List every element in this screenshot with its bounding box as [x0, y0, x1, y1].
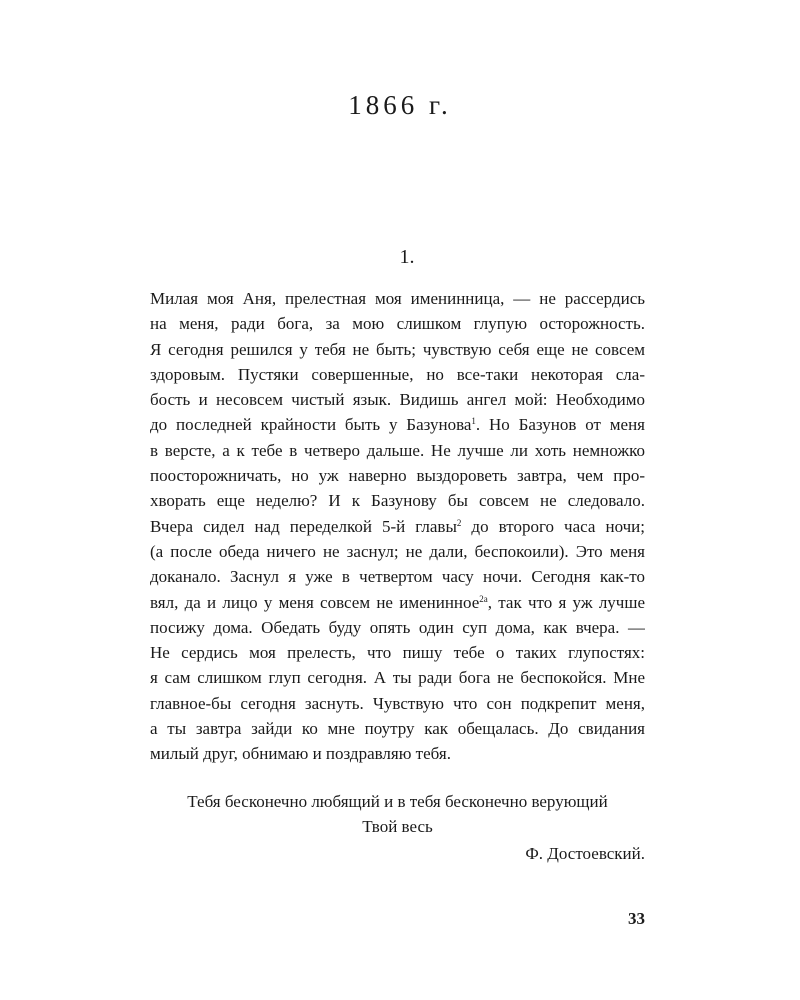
- text-line: милый друг, обнимаю и поздравляю тебя.: [150, 744, 451, 764]
- text-line: Милая моя Аня, прелестная моя именинница, — не рассердись: [150, 289, 645, 308]
- text-line: здоровым. Пустяки совершенные, но все-таки некоторая сла-: [150, 364, 645, 384]
- text-line: главное-бы сегодня заснуть. Чувствую что сон подкрепит меня,: [150, 693, 645, 713]
- text-line: поосторожничать, но уж наверно выздороветь завтра, чем про-: [150, 466, 645, 486]
- text-line: доканало. Заснул я уже в четвертом часу ночи. Сегодня как-то: [150, 567, 645, 587]
- text-line: (а после обеда ничего не заснул; не дали, беспокоили). Это меня: [150, 541, 645, 561]
- text-line: Я сегодня решился у тебя не быть; чувствую себя еще не совсем: [150, 339, 645, 359]
- text-line: я сам слишком глуп сегодня. А ты ради бога не беспокойся. Мне: [150, 668, 645, 688]
- letter-body: [150, 286, 645, 767]
- text-line: хворать еще неделю? И к Базунову бы совсем не следовало.: [150, 491, 645, 511]
- text-line: [150, 514, 645, 539]
- text-line: бость и несовсем чистый язык. Видишь ангел мой: Необходимо: [150, 390, 645, 410]
- text-line: [150, 412, 645, 437]
- text-segment: Вчера сидел над переделкой 5-й главы: [150, 516, 457, 536]
- page-number: 33: [628, 909, 645, 928]
- footnote-marker: 2: [456, 517, 462, 528]
- letter-number: 1.: [399, 246, 415, 268]
- text-segment: до второго часа ночи;: [461, 516, 645, 536]
- footnote-marker: 2a: [479, 593, 488, 604]
- text-line: посижу дома. Обедать буду опять один суп дома, как вчера. —: [150, 617, 645, 637]
- footnote-marker: 1: [471, 416, 476, 427]
- text-line: в версте, а к тебе в четверо дальше. Не лучше ли хоть немножко: [150, 440, 645, 460]
- text-segment: вял, да и лицо у меня совсем не именинное: [150, 592, 480, 612]
- year-heading: 1866 г.: [348, 90, 452, 120]
- text-segment: до последней крайности быть у Базунова: [150, 415, 472, 435]
- closing-line: Тебя бесконечно любящий и в тебя бесконечно верующий: [187, 792, 608, 811]
- text-line: а ты завтра зайди ко мне поутру как обещалась. До свидания: [150, 719, 645, 739]
- text-line: Не сердись моя прелесть, что пишу тебе о таких глупостях:: [150, 643, 645, 663]
- text-line: на меня, ради бога, за мою слишком глупую осторожность.: [150, 314, 645, 334]
- text-segment: , так что я уж лучше: [487, 592, 645, 612]
- closing-line-2: Твой весь: [362, 817, 433, 836]
- text-segment: . Но Базунов от меня: [475, 415, 645, 435]
- text-line: [150, 590, 645, 615]
- signature-name: Ф. Достоевский.: [525, 844, 645, 863]
